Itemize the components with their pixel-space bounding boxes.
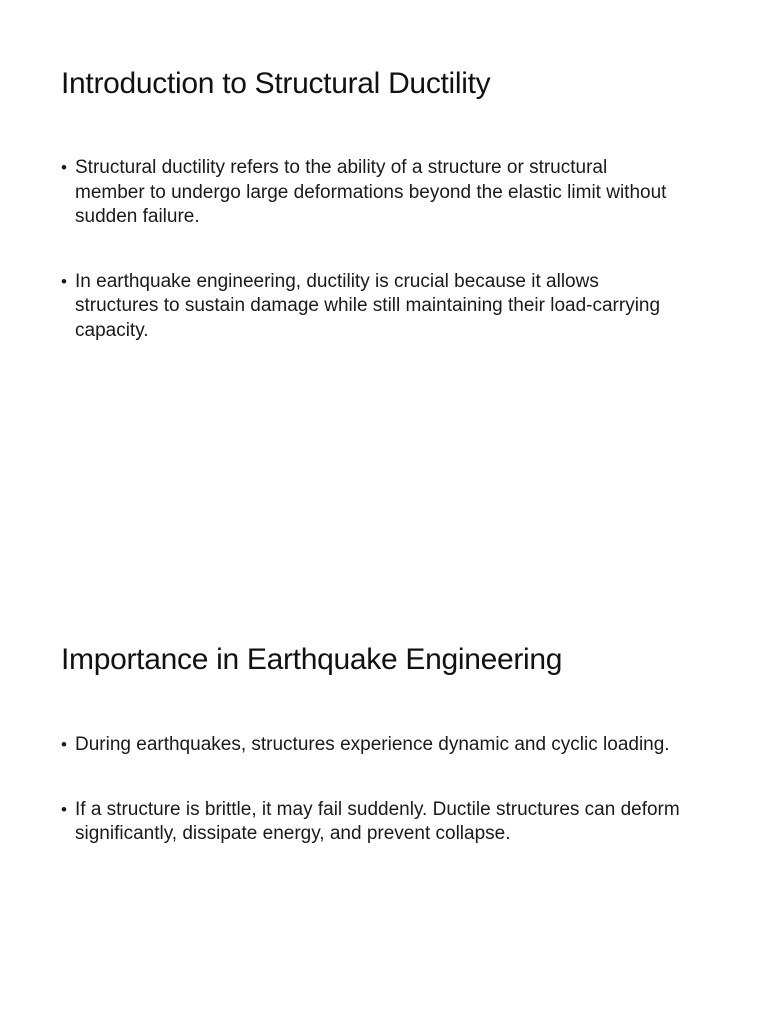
bullet-text: Structural ductility refers to the ability of a structure or structural member to undergo large deformations beyond the elastic limit without sudden failure. — [75, 157, 667, 227]
slide-title: Introduction to Structural Ductility — [61, 67, 491, 100]
bullet-icon: • — [61, 158, 67, 177]
bullet-item — [61, 270, 681, 344]
bullet-list — [61, 156, 681, 343]
bullet-icon: • — [61, 799, 67, 819]
slide-importance — [0, 580, 768, 1024]
bullet-item — [61, 156, 681, 230]
bullet-text: During earthquakes, structures experience dynamic and cyclic loading. — [75, 734, 670, 755]
bullet-text: If a structure is brittle, it may fail suddenly. Ductile structures can deform significantly, dissipate energy, and prevent collapse. — [75, 798, 680, 844]
bullet-icon: • — [61, 735, 67, 754]
bullet-text: In earthquake engineering, ductility is crucial because it allows structures to sustain damage while still maintaining their load-carrying capacity. — [75, 270, 661, 341]
slide-title: Importance in Earthquake Engineering — [61, 643, 563, 676]
bullet-item — [61, 733, 681, 758]
bullet-icon: • — [61, 271, 67, 291]
bullet-list — [61, 733, 681, 847]
bullet-item — [61, 798, 681, 847]
